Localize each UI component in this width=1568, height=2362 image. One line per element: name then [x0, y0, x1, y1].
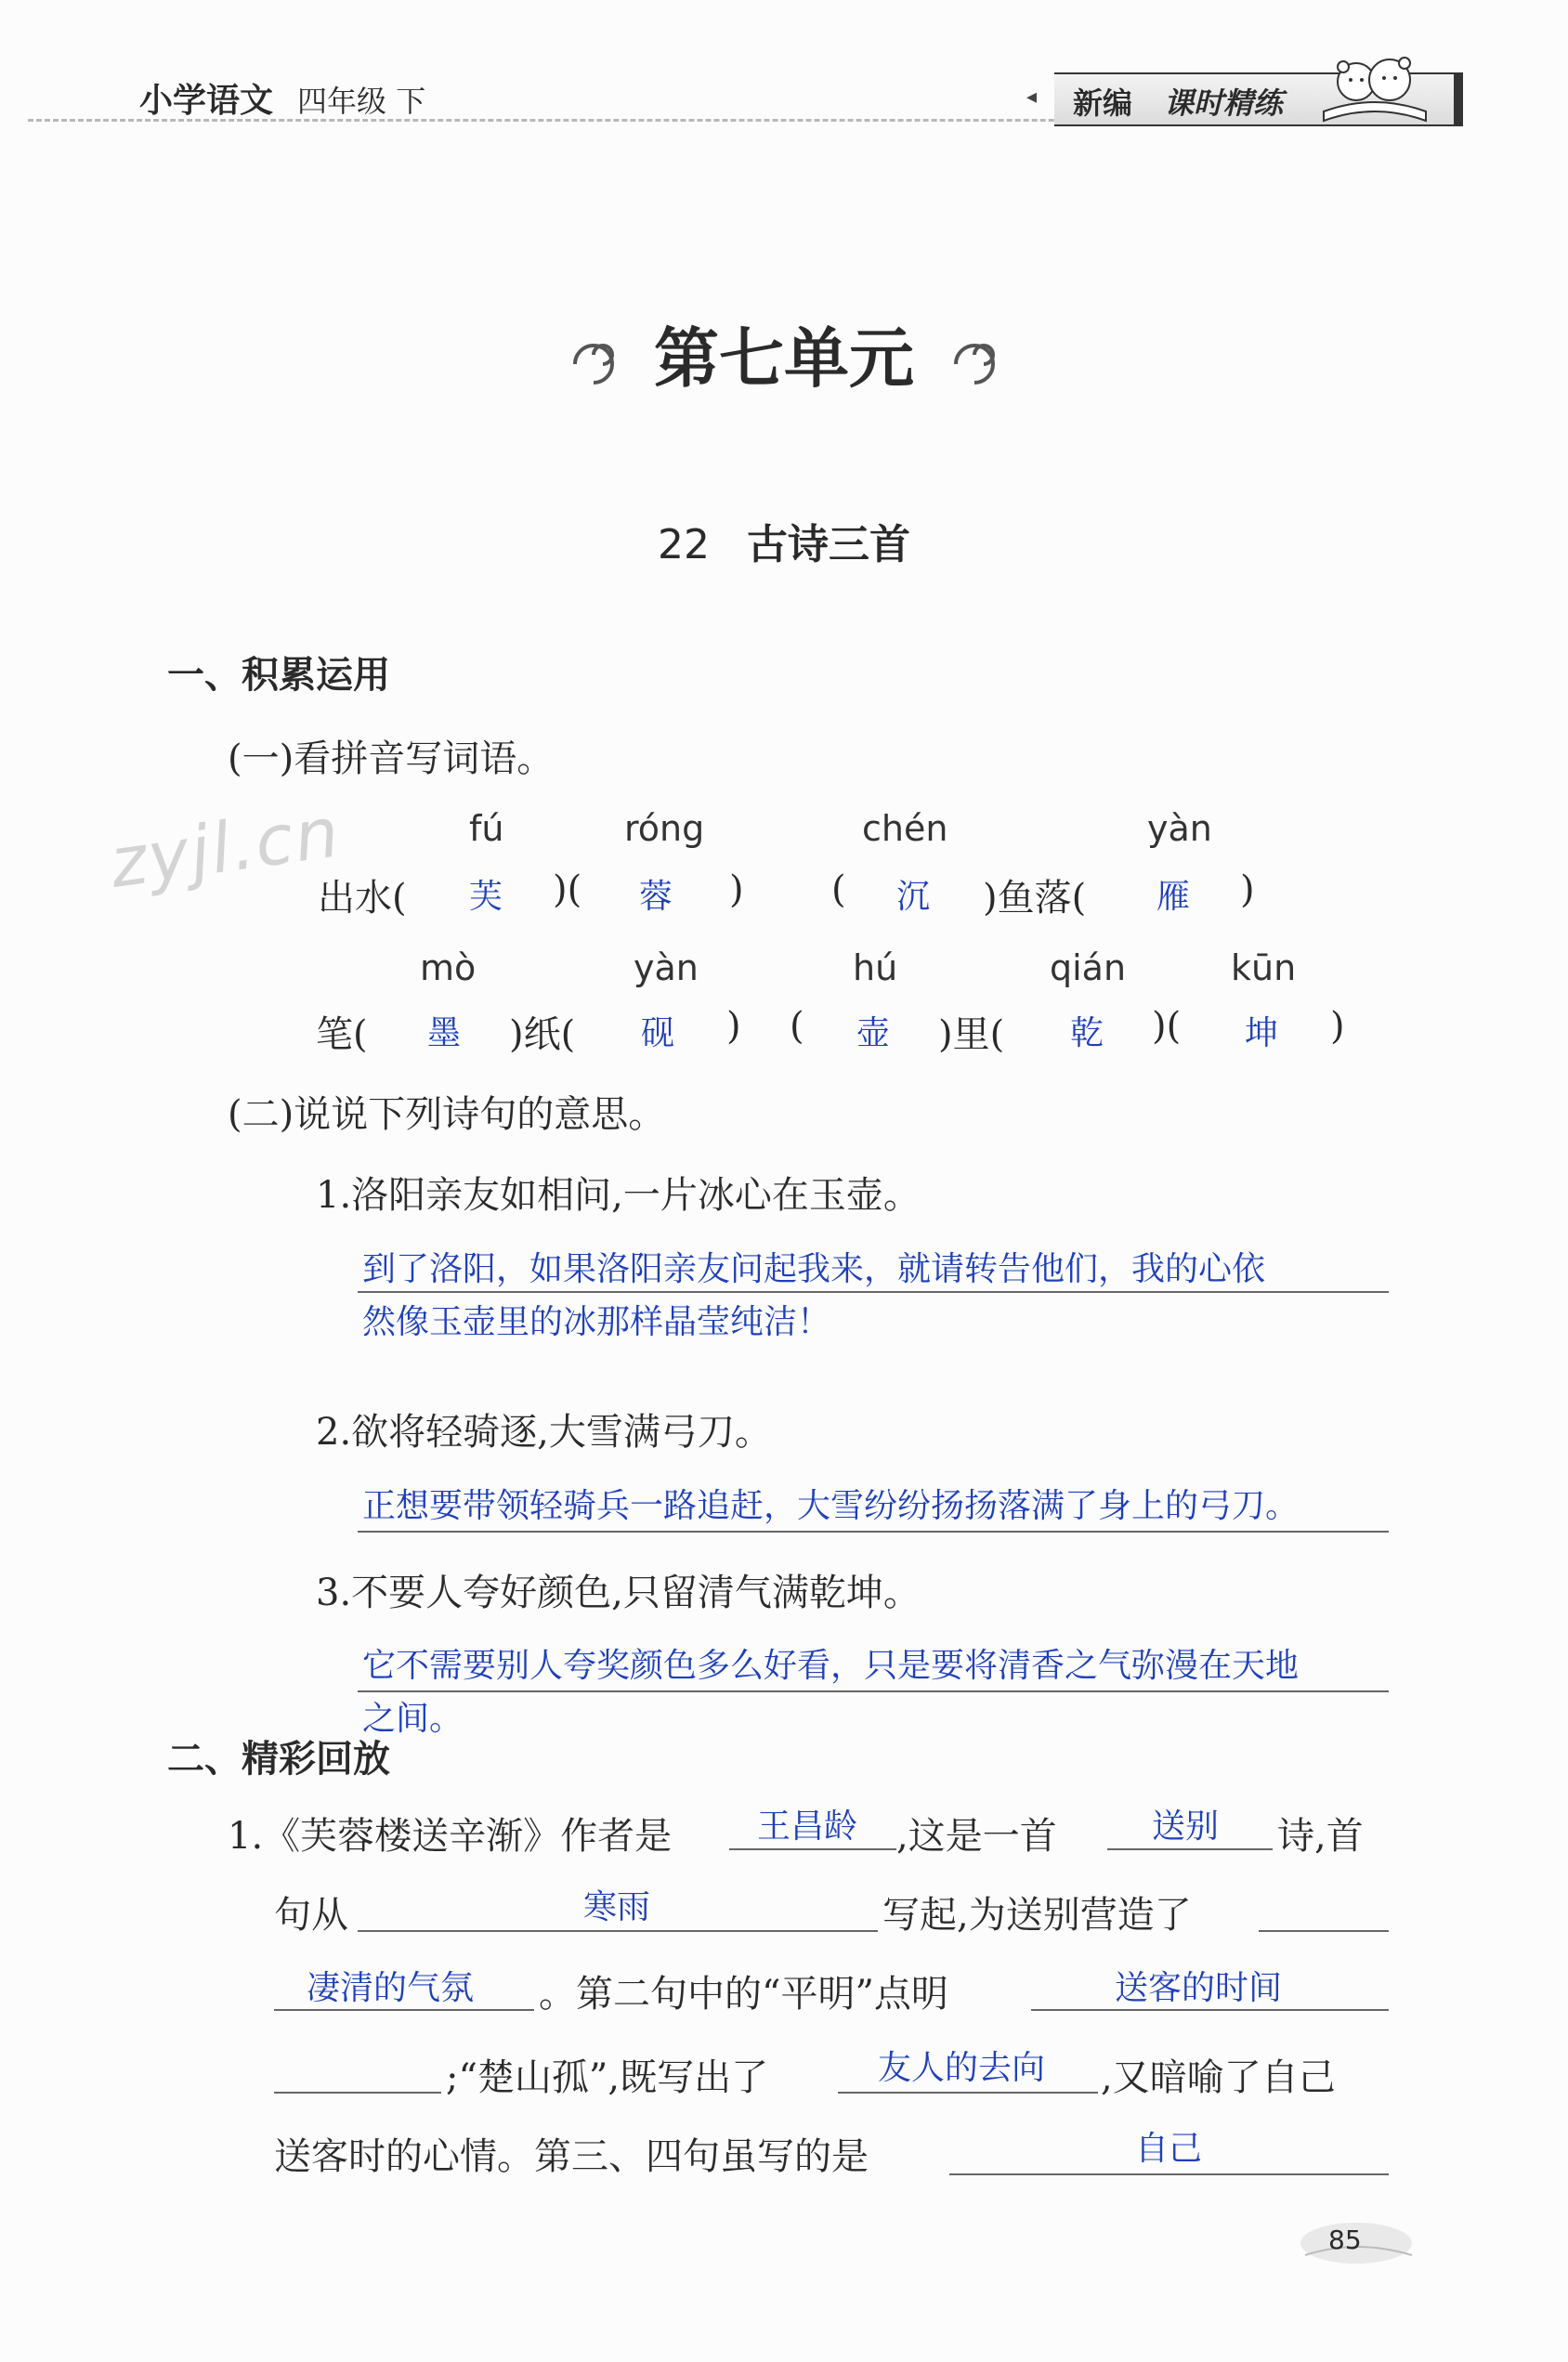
question-text: 3.不要人夸好颜色,只留清气满乾坤。 — [316, 1572, 921, 1614]
page-number: 85 — [1328, 2225, 1362, 2255]
header-subject — [139, 74, 425, 122]
word-text: ) — [729, 868, 744, 911]
pinyin: qián — [1050, 947, 1127, 988]
word-text: )( — [553, 868, 582, 911]
blank-line — [729, 1848, 896, 1850]
bear-book-icon — [1319, 46, 1431, 126]
answer-line — [358, 1690, 1389, 1692]
pinyin: hú — [853, 947, 898, 988]
answer: 送别 — [1152, 1807, 1220, 1846]
unit-title-text: 第七单元 — [654, 320, 914, 397]
answer: 墨 — [427, 1014, 462, 1052]
word-text: ) — [1330, 1005, 1345, 1048]
answer: 寒雨 — [583, 1888, 651, 1926]
answer: 王昌龄 — [757, 1807, 858, 1846]
blank-line — [1107, 1848, 1273, 1850]
lesson-number: 22 — [658, 521, 710, 568]
answer: 蓉 — [639, 878, 673, 916]
answer: 芙 — [469, 878, 503, 916]
word-text: )鱼落( — [983, 877, 1087, 920]
series-label-1: 新编 — [1073, 85, 1133, 121]
question-text: 句从 — [274, 1894, 348, 1937]
word-text: ) — [726, 1005, 741, 1048]
blank-line — [358, 1930, 878, 1932]
word-text: ) — [1240, 868, 1255, 911]
question-text: 送客时的心情。第三、四句虽写的是 — [274, 2135, 869, 2178]
answer-line — [358, 1291, 1389, 1293]
word-text: ( — [831, 868, 846, 911]
answer: 雁 — [1156, 878, 1191, 916]
question-text: 诗,首 — [1277, 1815, 1364, 1858]
question-text: 2.欲将轻骑逐,大雪满弓刀。 — [316, 1411, 772, 1454]
pinyin: róng — [624, 808, 705, 849]
blank-line — [274, 2009, 534, 2011]
answer: 友人的去向 — [878, 2049, 1046, 2087]
word-text: ( — [790, 1005, 804, 1048]
watermark: zyjl.cn — [105, 792, 346, 904]
answer: 沉 — [896, 878, 931, 916]
answer: 自己 — [1135, 2130, 1203, 2168]
answer: 砚 — [641, 1014, 675, 1052]
answer-text: 到了洛阳，如果洛阳亲友问起我来，就请转告他们，我的心依 — [362, 1250, 1266, 1288]
pinyin: chén — [862, 808, 948, 849]
word-text: 出水( — [318, 877, 407, 920]
pinyin: fú — [469, 808, 504, 849]
word-text: )里( — [938, 1013, 1005, 1056]
answer-text: 它不需要别人夸奖颜色多么好看，只是要将清香之气弥漫在天地 — [362, 1647, 1300, 1685]
question-text: 。第二句中的“平明”点明 — [539, 1973, 948, 2016]
word-text: )纸( — [509, 1013, 576, 1056]
question-text: ,又暗喻了自己 — [1101, 2056, 1336, 2099]
swirl-ornament-icon — [940, 330, 1009, 398]
pinyin: yàn — [1147, 808, 1212, 849]
answer-line — [358, 1531, 1389, 1533]
pinyin: kūn — [1231, 947, 1297, 988]
question-text: ,这是一首 — [896, 1815, 1057, 1858]
left-arrow-icon: ◂ — [1026, 85, 1038, 109]
question-text: 写起,为送别营造了 — [882, 1894, 1192, 1937]
question-text: 1.洛阳亲友如相问,一片冰心在玉壶。 — [316, 1174, 921, 1217]
word-text: 笔( — [316, 1013, 368, 1056]
lesson-title-text: 古诗三首 — [747, 521, 910, 568]
blank-line — [274, 2092, 441, 2094]
section-heading: 二、精彩回放 — [167, 1738, 390, 1781]
word-text: )( — [1152, 1005, 1182, 1048]
unit-title — [0, 307, 1568, 400]
blank-line — [949, 2173, 1389, 2175]
swirl-ornament-icon — [559, 330, 628, 398]
part-heading: (二)说说下列诗句的意思。 — [228, 1093, 666, 1136]
question-text: 1.《芙蓉楼送辛渐》作者是 — [228, 1815, 673, 1858]
answer: 壶 — [856, 1014, 891, 1052]
answer-text: 正想要带领轻骑兵一路追赶，大雪纷纷扬扬落满了身上的弓刀。 — [362, 1487, 1300, 1525]
answer: 送客的时间 — [1115, 1969, 1283, 2007]
blank-line — [1031, 2009, 1389, 2011]
blank-line — [1259, 1930, 1389, 1932]
part-heading: (一)看拼音写词语。 — [228, 737, 555, 780]
answer-text: 之间。 — [362, 1700, 464, 1738]
answer-text: 然像玉壶里的冰那样晶莹纯洁！ — [362, 1303, 831, 1341]
lesson-title — [0, 511, 1568, 570]
question-text: ;“楚山孤”,既写出了 — [446, 2056, 769, 2099]
pinyin: mò — [420, 947, 477, 988]
grade-label: 四年级 下 — [297, 84, 426, 119]
series-label-2: 课时精练 — [1164, 85, 1284, 121]
answer: 乾 — [1070, 1014, 1104, 1052]
section-heading: 一、积累运用 — [167, 654, 390, 697]
answer: 坤 — [1245, 1014, 1279, 1052]
blank-line — [838, 2092, 1098, 2094]
series-banner — [1026, 63, 1472, 128]
pinyin: yàn — [634, 947, 699, 988]
subject-label: 小学语文 — [139, 82, 274, 120]
answer: 凄清的气氛 — [307, 1969, 475, 2007]
